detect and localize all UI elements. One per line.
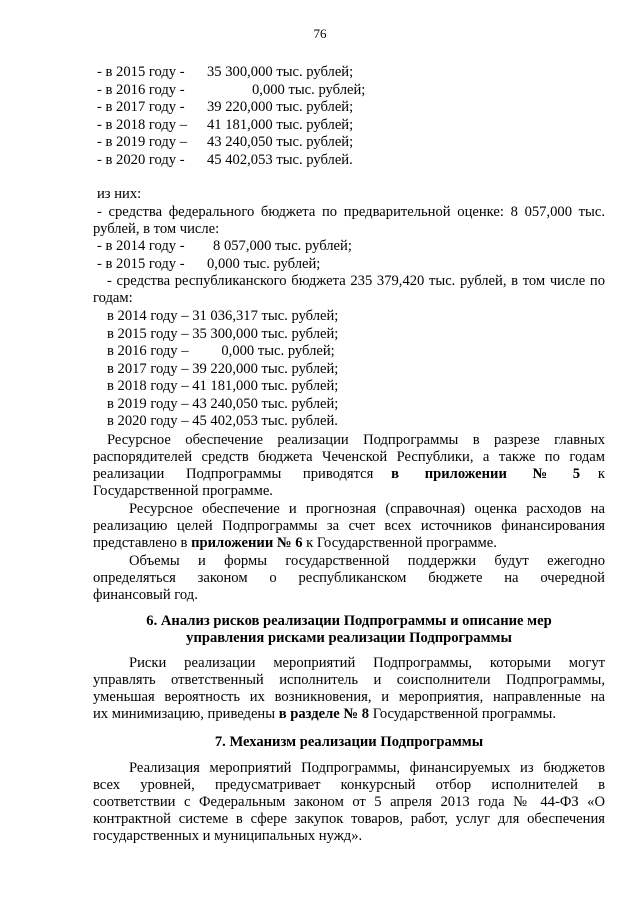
section7-line-5: государственных и муниципальных нужд». (93, 828, 363, 844)
section7-line-3: соответствии с Федеральным законом от 5 апреля 2013 года № 44-ФЗ «О (93, 794, 605, 810)
section6-line-1: Риски реализации мероприятий Подпрограммы, которыми могут (129, 655, 605, 671)
section7-line-1: Реализация мероприятий Подпрограммы, финансируемых из бюджетов (129, 760, 605, 776)
list-item: в 2016 году – 0,000 тыс. рублей; (107, 343, 335, 359)
list-item: - в 2019 году – 43 240,050 тыс. рублей; (97, 134, 354, 150)
appendix-5-ref: в приложении № 5 (391, 466, 581, 482)
list-item: - в 2017 году - 39 220,000 тыс. рублей; (97, 99, 354, 115)
section6-line-2: управлять ответственный исполнитель и соисполнители Подпрограммы, (93, 672, 605, 688)
para1-line-3: реализации Подпрограммы приводятся в приложении № 5 к (93, 466, 605, 482)
republic-line-1: - средства республиканского бюджета 235 379,420 тыс. рублей, в том числе по (107, 273, 605, 289)
list-item: в 2015 году – 35 300,000 тыс. рублей; (107, 325, 339, 342)
list-item: в 2017 году – 39 220,000 тыс. рублей; (107, 360, 339, 377)
of-them-label: из них: (97, 186, 142, 202)
para3-line-1: Объемы и формы государственной поддержки будут ежегодно (129, 553, 605, 569)
section7-line-4: контрактной системе в сфере закупок товаров, работ, услуг для обеспечения (93, 811, 605, 827)
section7-title: 7. Механизм реализации Подпрограммы (214, 734, 484, 750)
list-item: - в 2014 году - 8 057,000 тыс. рублей; (97, 238, 352, 254)
para1-line-4: Государственной программе. (93, 483, 273, 499)
list-item: в 2018 году – 41 181,000 тыс. рублей; (107, 378, 339, 394)
federal-line-1: - средства федерального бюджета по предварительной оценке: 8 057,000 тыс. (97, 204, 605, 220)
list-item: - в 2018 году – 41 181,000 тыс. рублей; (97, 116, 354, 133)
federal-year-list (97, 238, 352, 273)
section-8-ref: в разделе № 8 (278, 706, 370, 722)
list-item: - в 2015 году - 0,000 тыс. рублей; (97, 255, 321, 272)
appendix-6-ref: приложении № 6 (191, 535, 303, 551)
federal-line-2: рублей, в том числе: (93, 221, 220, 237)
list-item: - в 2015 году - 35 300,000 тыс. рублей; (97, 64, 354, 80)
section6-line-3: уменьшая вероятность их возникновения, и мероприятия, направленные на (93, 689, 605, 705)
para3-line-3: финансовый год. (93, 587, 198, 603)
para1-line-2: распорядителей средств бюджета Чеченской Республики, а также по годам (93, 449, 605, 465)
para2-line-3: представлено в приложении № 6 к Государственной программе. (93, 535, 497, 551)
para2-line-2: реализацию целей Подпрограммы за счет всех источников финансирования (93, 518, 605, 534)
list-item: - в 2020 году - 45 402,053 тыс. рублей. (97, 151, 353, 168)
republic-line-2: годам: (93, 290, 133, 306)
list-item: в 2014 году – 31 036,317 тыс. рублей; (107, 308, 339, 324)
list-item: - в 2016 году - 0,000 тыс. рублей; (97, 81, 366, 98)
list-item: в 2019 году – 43 240,050 тыс. рублей; (107, 395, 339, 412)
para1-line-1: Ресурсное обеспечение реализации Подпрограммы в разрезе главных (107, 432, 605, 448)
para3-line-2: определяться законом о республиканском бюджете на очередной (93, 570, 605, 586)
section6-title-line-1: 6. Анализ рисков реализации Подпрограммы и описание мер (146, 613, 552, 629)
section6-line-4: их минимизацию, приведены в разделе № 8 Государственной программы. (93, 706, 556, 722)
section6-title-line-2: управления рисками реализации Подпрограммы (186, 630, 512, 646)
top-year-list (97, 64, 366, 169)
section7-line-2: всех уровней, предусматривает конкурсный отбор исполнителей в (93, 777, 605, 793)
list-item: в 2020 году – 45 402,053 тыс. рублей. (107, 413, 338, 429)
republic-year-list (107, 308, 338, 431)
page-number: 76 (313, 26, 327, 41)
para2-line-1: Ресурсное обеспечение и прогнозная (справочная) оценка расходов на (129, 501, 605, 517)
